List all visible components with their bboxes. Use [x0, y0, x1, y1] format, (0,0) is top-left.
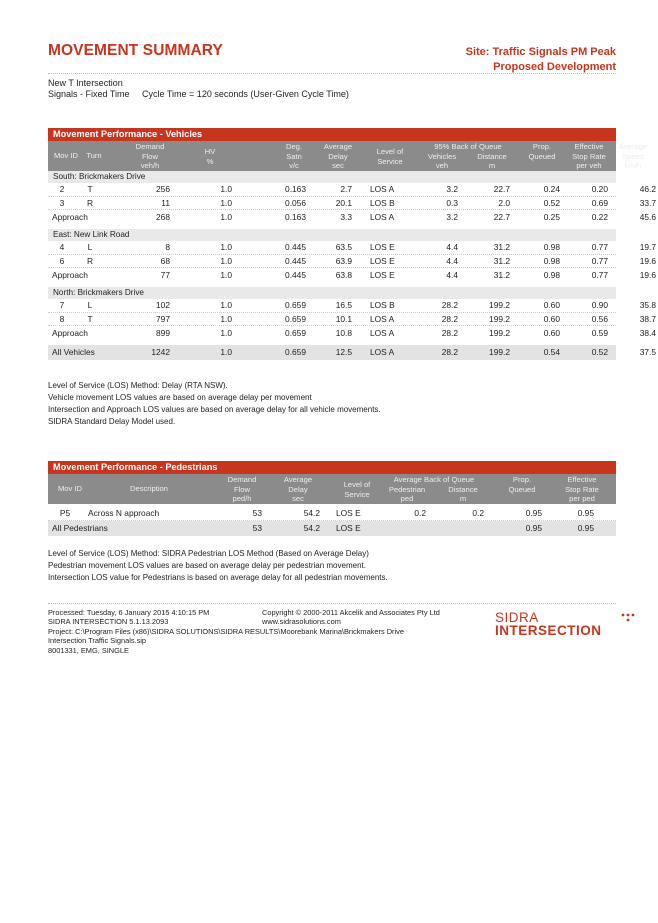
cell-prop: 0.52	[543, 197, 560, 208]
cell-stop: 0.77	[591, 270, 608, 280]
cell-los: LOS E	[370, 255, 395, 266]
cell-hv: 1.0	[220, 328, 232, 338]
table-row	[48, 241, 656, 255]
cell-flow: 797	[156, 313, 170, 324]
cell-prop: 0.98	[543, 270, 560, 280]
approach-group-title: North: Brickmakers Drive	[48, 287, 616, 299]
col-hv	[190, 147, 230, 166]
col-stop-rate-line: Effective	[567, 475, 597, 484]
col-queue-distance	[468, 152, 516, 171]
cell-speed: 33.7	[639, 197, 656, 208]
footer-line: 8001331, EMG, SINGLE	[48, 645, 129, 655]
col-queue-distance-line: Distance	[477, 151, 507, 161]
cell-speed: 45.6	[639, 212, 656, 222]
cell-hv: 1.0	[220, 270, 232, 280]
cell-prop: 0.54	[543, 347, 560, 357]
cell-prop: 0.60	[543, 313, 560, 324]
copyright-block	[262, 608, 440, 627]
footer-divider	[48, 603, 616, 604]
cell-speed: 37.5	[639, 347, 656, 357]
col-prop-queued-line: Queued	[528, 151, 556, 161]
table-row	[48, 183, 656, 197]
col-demand-flow-line: Flow	[233, 484, 251, 494]
cell-delay: 2.7	[340, 184, 352, 194]
col-queue-pedestrian	[378, 485, 436, 504]
col-mov-id	[50, 151, 82, 161]
cell-id: 7	[59, 300, 65, 310]
all-pedestrians-label: All Pedestrians	[52, 522, 108, 533]
table-row	[48, 507, 616, 521]
col-los	[364, 147, 416, 166]
vehicles-table-header	[48, 141, 648, 171]
cell-qveh: 4.4	[446, 270, 458, 280]
cell-delay: 54.2	[303, 508, 320, 518]
cell-id: 8	[59, 313, 65, 324]
col-description-line: Description	[130, 484, 168, 493]
col-demand-flow-line: ped/h	[232, 494, 252, 503]
col-mov-id-line: Mov ID	[53, 151, 79, 160]
col-deg-satn-line: v/c	[289, 161, 299, 170]
col-avg-delay	[274, 475, 322, 504]
cell-los: LOS A	[370, 184, 395, 194]
cell-id: 4	[59, 242, 65, 252]
cell-delay: 63.8	[335, 270, 352, 280]
col-queue-title-line: 95% Back of Queue	[434, 142, 502, 151]
col-avg-speed-line: Speed	[622, 151, 644, 161]
note-line: Level of Service (LOS) Method: SIDRA Pedestrian LOS Method (Based on Average Delay)	[48, 549, 369, 558]
col-queue-title-line: Average Back of Queue	[393, 475, 475, 484]
approach-group-title: East: New Link Road	[48, 229, 616, 241]
cell-qveh: 28.2	[441, 347, 458, 357]
cell-turn: L	[87, 242, 93, 252]
cell-qdist: 31.2	[493, 255, 510, 266]
approach-total-row	[48, 326, 656, 340]
cell-flow: 256	[156, 184, 170, 194]
col-avg-speed	[608, 142, 658, 171]
cell-stop: 0.59	[591, 328, 608, 338]
approach-label: Approach	[52, 212, 88, 222]
cell-flow: 11	[161, 197, 170, 208]
approach-label: Approach	[52, 270, 88, 280]
cell-stop: 0.77	[591, 242, 608, 252]
col-avg-delay-line: Average	[283, 475, 313, 484]
cell-qveh: 0.3	[446, 197, 458, 208]
col-avg-delay-line: Delay	[288, 484, 308, 494]
cell-stop: 0.95	[577, 508, 594, 518]
cell-flow: 1242	[151, 347, 170, 357]
note-line: SIDRA Standard Delay Model used.	[48, 417, 176, 426]
col-stop-rate-line: per veh	[576, 161, 602, 170]
cell-qveh: 3.2	[446, 212, 458, 222]
website-link[interactable]: www.sidrasolutions.com	[262, 617, 341, 627]
cell-hv: 1.0	[220, 184, 232, 194]
cell-flow: 77	[160, 270, 170, 280]
cell-los: LOS E	[336, 522, 361, 533]
col-prop-queued-line: Queued	[508, 484, 536, 494]
cell-delay: 63.9	[335, 255, 352, 266]
col-mov-id	[50, 484, 90, 494]
col-los-line: Service	[344, 489, 370, 499]
cell-id: 2	[59, 184, 65, 194]
cell-satn: 0.659	[285, 313, 306, 324]
col-queue-title	[420, 142, 516, 152]
col-queue-distance	[438, 485, 488, 504]
cell-id: P5	[59, 508, 71, 518]
cell-satn: 0.445	[285, 270, 306, 280]
table-row	[48, 299, 656, 313]
cell-stop: 0.69	[591, 197, 608, 208]
col-queue-distance-line: m	[488, 161, 496, 170]
col-prop-queued	[520, 142, 564, 161]
cell-satn: 0.163	[285, 184, 306, 194]
cell-qdist: 31.2	[493, 270, 510, 280]
col-stop-rate-line: Effective	[574, 142, 604, 151]
cell-prop: 0.60	[543, 300, 560, 310]
col-queue-distance-line: m	[459, 494, 467, 503]
site-label	[466, 45, 616, 75]
cell-delay: 12.5	[335, 347, 352, 357]
cell-speed: 35.8	[639, 300, 656, 310]
cell-qveh: 4.4	[446, 255, 458, 266]
col-los-line: Level of	[343, 480, 371, 489]
cell-hv: 1.0	[220, 313, 232, 324]
cell-delay: 20.1	[335, 197, 352, 208]
col-queue-pedestrian-line: Pedestrian	[388, 484, 426, 494]
col-los-line: Service	[377, 156, 403, 166]
col-demand-flow	[126, 142, 174, 171]
col-demand-flow-line: Flow	[141, 151, 159, 161]
table-row	[48, 313, 656, 327]
cell-los: LOS A	[370, 313, 395, 324]
col-deg-satn	[276, 142, 312, 171]
cell-stop: 0.52	[591, 347, 608, 357]
cell-los: LOS E	[370, 242, 395, 252]
cell-prop: 0.24	[543, 184, 560, 194]
col-los-line: Level of	[376, 147, 404, 156]
cycle-time: Cycle Time = 120 seconds (User-Given Cycle Time)	[142, 89, 349, 99]
cell-prop: 0.25	[543, 212, 560, 222]
cell-turn: R	[86, 197, 94, 208]
note-line: Intersection LOS value for Pedestrians is based on average delay for all pedestrian movements.	[48, 573, 388, 582]
col-avg-speed-line: Average	[618, 142, 648, 151]
cell-qveh: 28.2	[441, 300, 458, 310]
col-demand-flow-line: veh/h	[140, 161, 160, 170]
cell-turn: R	[86, 255, 94, 266]
cell-los: LOS E	[370, 270, 395, 280]
cell-prop: 0.95	[525, 508, 542, 518]
cell-satn: 0.445	[285, 255, 306, 266]
col-demand-flow	[218, 475, 266, 504]
col-description	[104, 484, 194, 494]
cell-flow: 268	[156, 212, 170, 222]
cell-hv: 1.0	[220, 300, 232, 310]
col-deg-satn-line: Deg.	[285, 142, 303, 151]
logo-line1: SIDRA	[495, 610, 539, 625]
footer-line: Project: C:\Program Files (x86)\SIDRA SOLUTIONS\SIDRA RESULTS\Moorebank Marina\Brickmakers Drive	[48, 626, 404, 636]
all-vehicles-label: All Vehicles	[52, 347, 95, 357]
cell-qdist: 22.7	[493, 184, 510, 194]
cell-satn: 0.056	[285, 197, 306, 208]
cell-flow: 53	[252, 522, 262, 533]
cell-stop: 0.20	[591, 184, 608, 194]
col-stop-rate	[552, 475, 612, 504]
col-hv-line: %	[206, 156, 214, 166]
note-line: Pedestrian movement LOS values are based on average delay per pedestrian movement.	[48, 561, 366, 570]
cell-satn: 0.659	[285, 347, 306, 357]
cell-speed: 38.7	[639, 313, 656, 324]
cell-satn: 0.163	[285, 212, 306, 222]
cell-delay: 63.5	[335, 242, 352, 252]
col-queue-vehicles-line: Vehicles	[427, 151, 457, 161]
col-los	[332, 480, 382, 499]
pedestrians-notes	[48, 548, 388, 584]
cell-delay: 54.2	[303, 522, 320, 533]
cell-qdist: 199.2	[489, 347, 510, 357]
cell-hv: 1.0	[220, 255, 232, 266]
col-avg-delay-line: sec	[332, 161, 344, 170]
col-turn-line: Turn	[86, 151, 102, 160]
cell-id: 3	[59, 197, 65, 208]
cell-stop: 0.95	[577, 522, 594, 533]
approach-total-row	[48, 268, 656, 282]
cell-qped: 0.2	[414, 508, 426, 518]
logo-dots-icon	[620, 612, 636, 624]
header-divider	[48, 73, 616, 74]
cell-qdist: 199.2	[489, 328, 510, 338]
cell-delay: 10.8	[335, 328, 352, 338]
cell-los: LOS A	[370, 328, 395, 338]
note-line: Intersection and Approach LOS values are based on average delay for all vehicle movements.	[48, 405, 381, 414]
cell-delay: 3.3	[340, 212, 352, 222]
cell-los: LOS B	[370, 300, 395, 310]
cell-hv: 1.0	[220, 212, 232, 222]
copyright: Copyright © 2000-2011 Akcelik and Associates Pty Ltd	[262, 608, 440, 617]
cell-hv: 1.0	[220, 242, 232, 252]
all-pedestrians-row	[48, 521, 616, 536]
cell-los: LOS B	[370, 197, 395, 208]
cell-los: LOS E	[336, 508, 361, 518]
cell-qveh: 28.2	[441, 313, 458, 324]
cell-satn: 0.445	[285, 242, 306, 252]
col-demand-flow-line: Demand	[135, 142, 165, 151]
col-stop-rate-line: per ped	[569, 494, 595, 503]
pedestrians-table	[48, 461, 616, 536]
cell-qveh: 4.4	[446, 242, 458, 252]
cell-hv: 1.0	[220, 347, 232, 357]
cell-hv: 1.0	[220, 197, 232, 208]
cell-satn: 0.659	[285, 300, 306, 310]
all-vehicles-row	[48, 345, 656, 360]
cell-los: LOS A	[370, 212, 395, 222]
table-row	[48, 197, 656, 211]
col-turn	[80, 151, 108, 161]
col-queue-vehicles-line: veh	[435, 161, 449, 170]
footer-line: Intersection Traffic Signals.sip	[48, 636, 147, 646]
cell-speed: 46.2	[639, 184, 656, 194]
cell-turn: T	[87, 184, 93, 194]
cell-speed: 19.6	[639, 270, 656, 280]
intersection-name: New T Intersection	[48, 78, 123, 88]
cell-qdist: 199.2	[489, 313, 510, 324]
cell-stop: 0.77	[591, 255, 608, 266]
cell-id: 6	[59, 255, 65, 266]
col-prop-queued-line: Prop.	[532, 142, 552, 151]
cell-flow: 8	[165, 242, 170, 252]
cell-speed: 19.6	[639, 255, 656, 266]
approach-label: Approach	[52, 328, 88, 338]
col-queue-vehicles	[420, 152, 464, 171]
table-row	[48, 255, 656, 269]
cell-qdist: 22.7	[493, 212, 510, 222]
signal-type: Signals - Fixed Time	[48, 89, 130, 99]
cell-flow: 68	[160, 255, 170, 266]
col-prop-queued-line: Prop.	[512, 475, 532, 484]
cell-delay: 10.1	[335, 313, 352, 324]
cell-prop: 0.60	[543, 328, 560, 338]
col-prop-queued	[498, 475, 546, 494]
col-avg-delay-line: Delay	[328, 151, 348, 161]
pedestrians-table-header	[48, 474, 616, 504]
vehicles-table	[48, 128, 656, 360]
col-hv-line: HV	[204, 147, 216, 156]
cell-speed: 19.7	[639, 242, 656, 252]
cell-satn: 0.659	[285, 328, 306, 338]
cell-stop: 0.22	[591, 212, 608, 222]
footer-line: Processed: Tuesday, 6 January 2015 4:10:15 PM	[48, 608, 210, 617]
vehicles-table-title: Movement Performance - Vehicles	[48, 128, 616, 141]
cell-qveh: 3.2	[446, 184, 458, 194]
cell-desc: Across N approach	[88, 508, 160, 518]
cell-prop: 0.98	[543, 255, 560, 266]
approach-group-title: South: Brickmakers Drive	[48, 171, 616, 183]
col-deg-satn-line: Satn	[286, 151, 302, 161]
cell-qdist: 31.2	[493, 242, 510, 252]
cell-flow: 53	[252, 508, 262, 518]
cell-prop: 0.98	[543, 242, 560, 252]
cell-stop: 0.90	[591, 300, 608, 310]
signal-info	[48, 89, 359, 99]
cell-qdist: 199.2	[489, 300, 510, 310]
cell-qdist: 0.2	[472, 508, 484, 518]
col-avg-speed-line: km/h	[624, 161, 642, 170]
page-title: MOVEMENT SUMMARY	[48, 42, 223, 59]
col-avg-delay-line: sec	[292, 494, 304, 503]
cell-stop: 0.56	[591, 313, 608, 324]
col-avg-delay	[316, 142, 360, 171]
col-mov-id-line: Mov ID	[57, 484, 83, 493]
cell-delay: 16.5	[335, 300, 352, 310]
footer-line: SIDRA INTERSECTION 5.1.13.2093	[48, 617, 169, 627]
col-avg-delay-line: Average	[323, 142, 353, 151]
col-demand-flow-line: Demand	[227, 475, 257, 484]
site-scenario: Proposed Development	[493, 61, 616, 73]
col-stop-rate-line: Stop Rate	[565, 484, 599, 494]
col-stop-rate-line: Stop Rate	[572, 151, 606, 161]
cell-turn: T	[87, 313, 93, 324]
note-line: Level of Service (LOS) Method: Delay (RTA NSW).	[48, 381, 228, 390]
pedestrians-table-title: Movement Performance - Pedestrians	[48, 461, 616, 474]
cell-flow: 899	[156, 328, 170, 338]
cell-qdist: 2.0	[498, 197, 510, 208]
cell-los: LOS A	[370, 347, 395, 357]
cell-qveh: 28.2	[441, 328, 458, 338]
cell-turn: L	[87, 300, 93, 310]
col-queue-pedestrian-line: ped	[400, 494, 414, 503]
logo-line2: INTERSECTION	[495, 623, 602, 638]
col-queue-distance-line: Distance	[448, 484, 478, 494]
sidra-logo	[495, 611, 602, 637]
note-line: Vehicle movement LOS values are based on average delay per movement	[48, 393, 312, 402]
cell-prop: 0.95	[525, 522, 542, 533]
approach-total-row	[48, 210, 656, 224]
site-name: Site: Traffic Signals PM Peak	[465, 46, 616, 58]
vehicles-notes	[48, 380, 381, 428]
cell-flow: 102	[156, 300, 170, 310]
col-queue-title	[378, 475, 490, 485]
cell-speed: 38.4	[639, 328, 656, 338]
